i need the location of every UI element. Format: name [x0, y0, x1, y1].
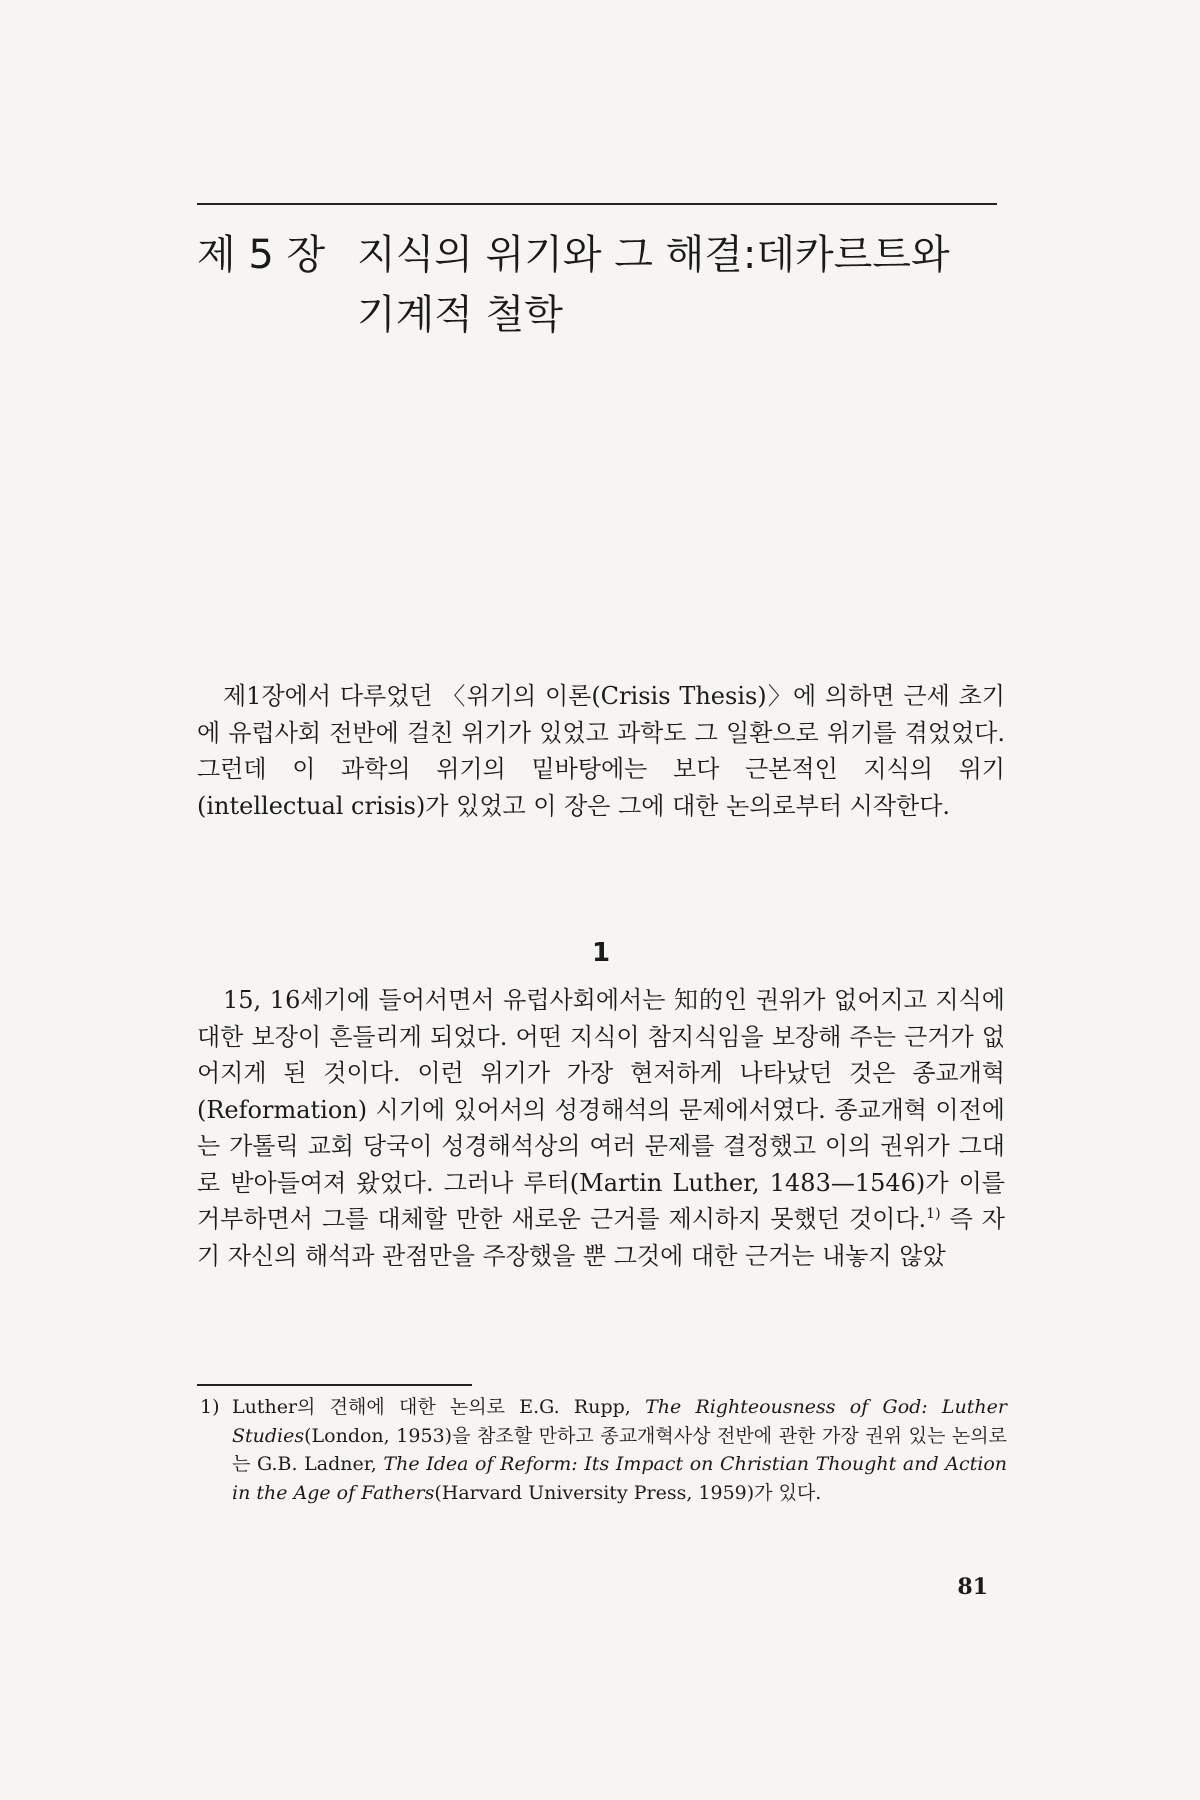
intro-paragraph: 제1장에서 다루었던 〈위기의 이론(Crisis Thesis)〉에 의하면 근세 초기에 유럽사회 전반에 걸친 위기가 있었고 과학도 그 일환으로 위기를 겪었었다. 그런데 이 과학의 위기의 밑바탕에는 보다 근본적인 지식의 위기(intellectual crisis)가 있었고 이 장은 그에 대한 논의로부터 시작한다. — [197, 682, 1005, 820]
chapter-title-line2: 기계적 철학 — [357, 292, 563, 338]
section-paragraph-part2: 즉 자기 자신의 해석과 관점만을 주장했을 뿐 그것에 대한 근거는 내놓지 않았 — [197, 1205, 1005, 1270]
footnote-title-rupp: The Righteousness of God: Luther Studies — [232, 1396, 1007, 1447]
footnote — [200, 1393, 1007, 1507]
section-paragraph — [197, 982, 1005, 1274]
chapter-title-line1: 지식의 위기와 그 해결:데카르트와 — [357, 232, 950, 278]
top-rule — [197, 203, 997, 205]
chapter-label: 제 5 장 — [197, 232, 326, 278]
footnote-rule — [197, 1384, 472, 1386]
section-paragraph-part1: 15, 16세기에 들어서면서 유럽사회에서는 知的인 권위가 없어지고 지식에 대한 보장이 흔들리게 되었다. 어떤 지식이 참지식임을 보장해 주는 근거가 없어지게 된 것이다. 이런 위기가 가장 현저하게 나타났던 것은 종교개혁(Reformation) 시기에 있어서의 성경해석의 문제에서였다. 종교개혁 이전에는 가톨릭 교회 당국이 성경해석상의 여러 문제를 결정했고 이의 권위가 그대로 받아들여져 왔었다. 그러나 루터(Martin Luther, 1483—1546)가 이를 거부하면서 그를 대체할 만한 새로운 근거를 제시하지 못했던 것이다. — [197, 986, 1005, 1233]
footnote-text-b: (London, 1953)을 참조할 만하고 종교개혁사상 전반에 관한 가장 권위 있는 논의로는 G.B. Ladner, — [232, 1424, 1007, 1475]
chapter-heading — [197, 225, 1017, 345]
section-number: 1 — [591, 938, 611, 968]
page-number: 81 — [957, 1574, 988, 1600]
footnote-marker: 1) — [200, 1396, 220, 1418]
footnote-text-c: (Harvard University Press, 1959)가 있다. — [434, 1481, 822, 1504]
footnote-title-ladner: The Idea of Reform: Its Impact on Christian Thought and Action in the Age of Fathers — [232, 1453, 1007, 1504]
footnote-text-a: Luther의 견해에 대한 논의로 E.G. Rupp, — [232, 1396, 646, 1418]
footnote-reference: 1) — [926, 1206, 941, 1222]
